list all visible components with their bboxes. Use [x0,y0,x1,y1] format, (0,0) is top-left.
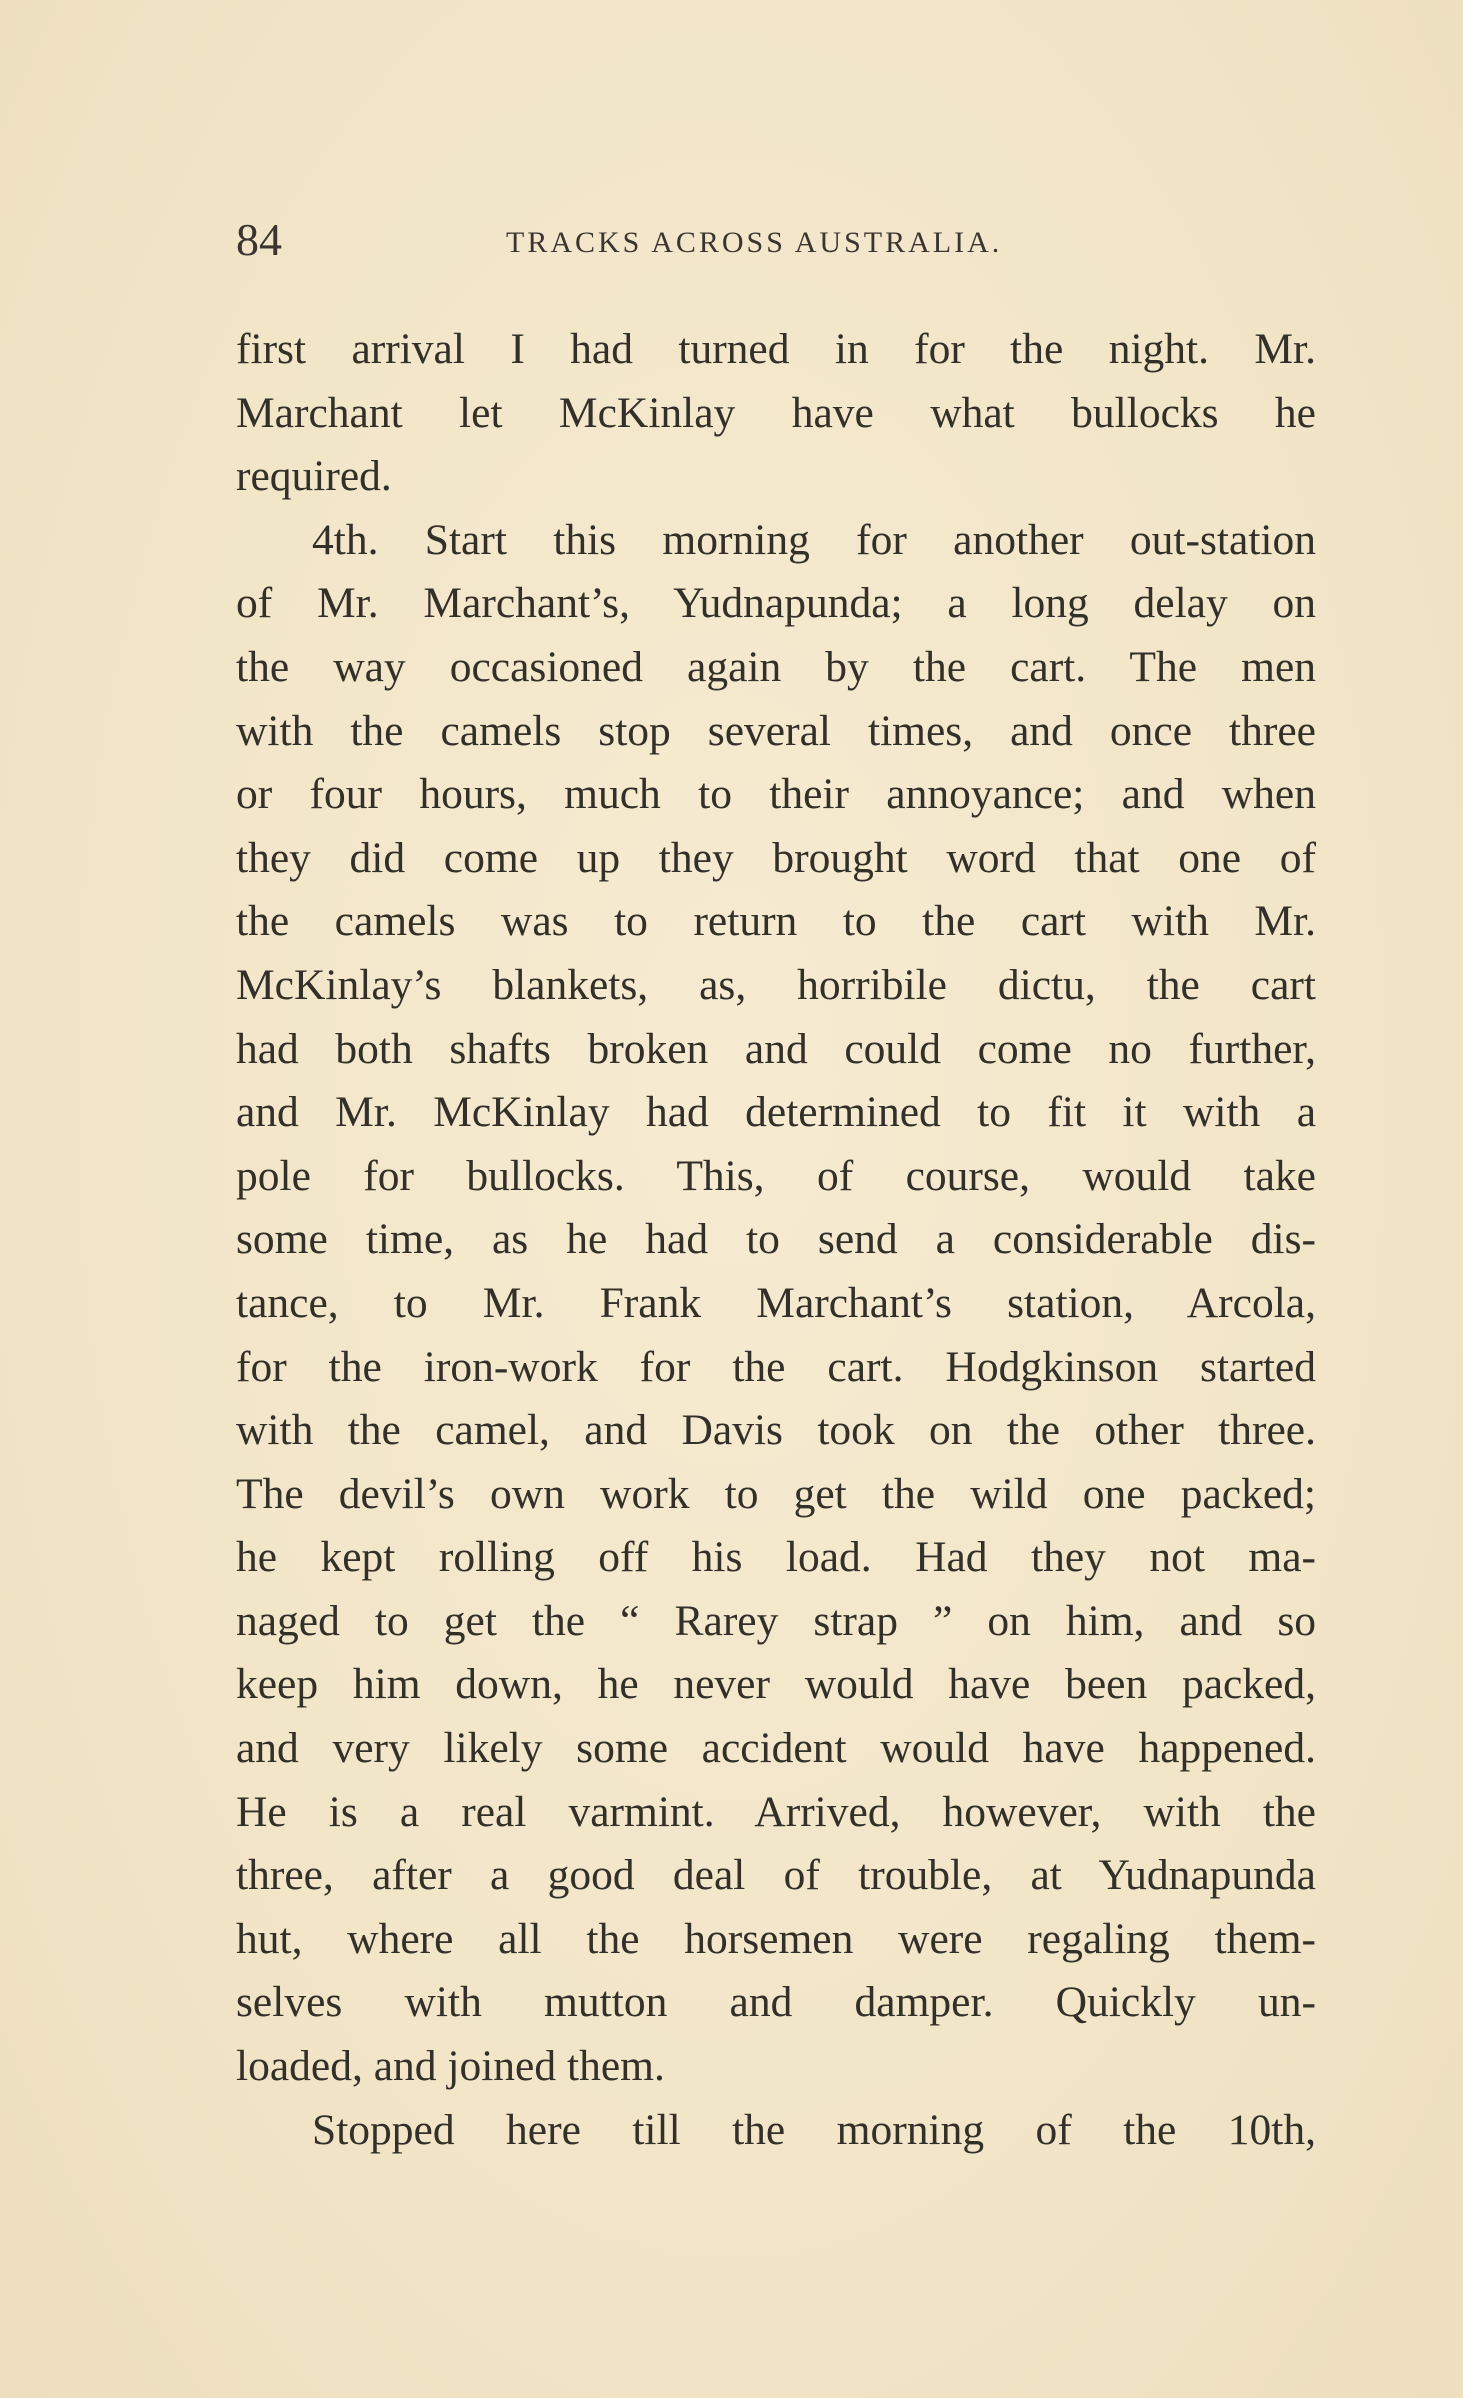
text-line: and Mr. McKinlay had determined to fit it with a [236,1088,1316,1137]
text-line: Stopped here till the morning of the 10th, [312,2105,1316,2154]
text-line: of Mr. Marchant’s, Yudnapunda; a long delay on [236,579,1316,628]
body-text [236,318,1316,2162]
text-line: keep him down, he never would have been packed, [236,1660,1316,1709]
page-header [236,210,1316,270]
running-head: TRACKS ACROSS AUSTRALIA. [506,226,1003,259]
text-line: He is a real varmint. Arrived, however, with the [236,1787,1316,1836]
text-line: they did come up they brought word that one of [236,833,1316,882]
text-line: McKinlay’s blankets, as, horribile dictu, the cart [236,960,1316,1009]
text-line: three, after a good deal of trouble, at Yudnapunda [236,1851,1316,1900]
text-line: selves with mutton and damper. Quickly un- [236,1978,1316,2027]
page-number: 84 [236,214,282,265]
text-line: the way occasioned again by the cart. The men [236,642,1316,691]
text-line: tance, to Mr. Frank Marchant’s station, Arcola, [236,1278,1316,1327]
text-line: Marchant let McKinlay have what bullocks he [236,388,1316,437]
text-line: some time, as he had to send a considerable dis- [236,1215,1316,1264]
text-line: with the camels stop several times, and once three [236,706,1316,755]
text-line: he kept rolling off his load. Had they not ma- [236,1533,1316,1582]
text-line: the camels was to return to the cart with Mr. [236,897,1316,946]
text-line: with the camel, and Davis took on the other three. [236,1406,1316,1455]
text-line: The devil’s own work to get the wild one packed; [236,1469,1316,1518]
text-line: for the iron-work for the cart. Hodgkinson started [236,1342,1316,1391]
text-line: first arrival I had turned in for the night. Mr. [236,325,1316,373]
text-line: hut, where all the horsemen were regaling them- [236,1914,1316,1963]
text-line: had both shafts broken and could come no further, [236,1024,1316,1073]
text-line: 4th. Start this morning for another out-station [312,515,1316,564]
text-line: pole for bullocks. This, of course, would take [236,1151,1316,1200]
text-line: and very likely some accident would have happened. [236,1724,1316,1773]
text-line: loaded, and joined them. [236,2042,665,2091]
text-line: or four hours, much to their annoyance; and when [236,770,1316,819]
text-line: naged to get the “ Rarey strap ” on him, and so [236,1596,1316,1645]
text-line: required. [236,452,392,501]
